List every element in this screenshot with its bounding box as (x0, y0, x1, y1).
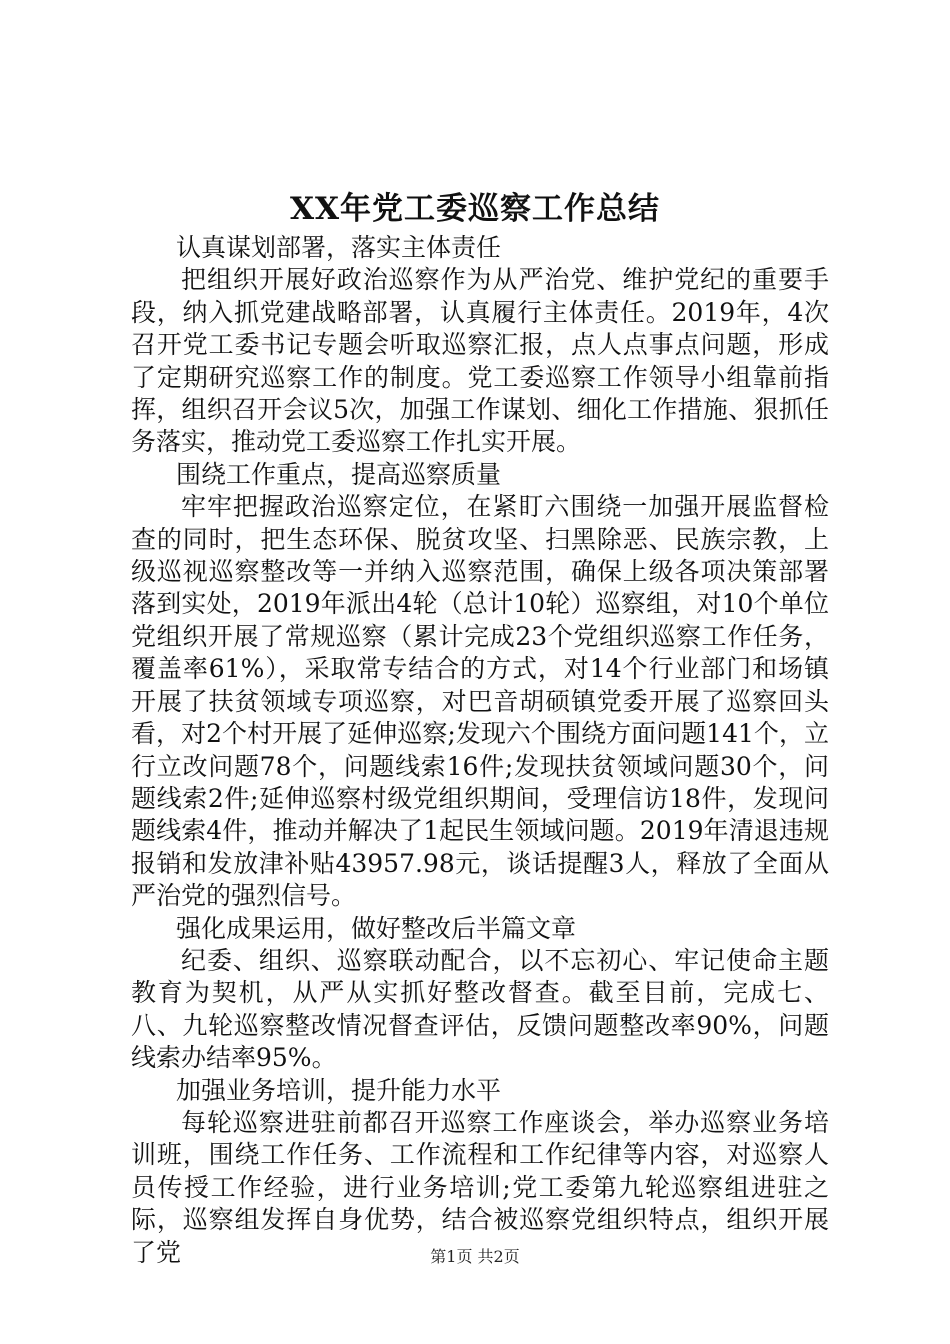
body-paragraph: 每轮巡察进驻前都召开巡察工作座谈会，举办巡察业务培训班，围绕工作任务、工作流程和工作纪律等内容，对巡察人员传授工作经验，进行业务培训;党工委第九轮巡察组进驻之际，巡察组发挥自身优势，结合被巡察党组织特点，组织开展了党 (131, 1107, 829, 1267)
section-heading: 加强业务培训，提升能力水平 (176, 1075, 502, 1105)
document-body (131, 232, 829, 1269)
body-paragraph: 把组织开展好政治巡察作为从严治党、维护党纪的重要手段，纳入抓党建战略部署，认真履行主体责任。2019年，4次召开党工委书记专题会听取巡察汇报，点人点事点问题，形成了定期研究巡察工作的制度。党工委巡察工作领导小组靠前指挥，组织召开会议5次，加强工作谋划、细化工作措施、狠抓任务落实，推动党工委巡察工作扎实开展。 (131, 265, 829, 457)
section-heading: 强化成果运用，做好整改后半篇文章 (176, 913, 577, 943)
section-heading: 认真谋划部署，落实主体责任 (176, 233, 502, 262)
body-paragraph: 纪委、组织、巡察联动配合，以不忘初心、牢记使命主题教育为契机，从严从实抓好整改督查。截至目前，完成七、八、九轮巡察整改情况督查评估，反馈问题整改率90%，问题线索办结率95%。 (131, 945, 829, 1073)
page-footer: 第1页 共2页 (430, 1247, 520, 1266)
section-heading: 围绕工作重点，提高巡察质量 (176, 459, 502, 489)
body-paragraph: 牢牢把握政治巡察定位，在紧盯六围绕一加强开展监督检查的同时，把生态环保、脱贫攻坚、扫黑除恶、民族宗教，上级巡视巡察整改等一并纳入巡察范围，确保上级各项决策部署落到实处，2019年派出4轮（总计10轮）巡察组，对10个单位党组织开展了常规巡察（累计完成23个党组织巡察工作任务，覆盖率61%），采取常专结合的方式，对14个行业部门和场镇开展了扶贫领域专项巡察，对巴音胡硕镇党委开展了巡察回头看，对2个村开展了延伸巡察;发现六个围绕方面问题141个，立行立改问题78个，问题线索16件;发现扶贫领域问题30个，问题线索2件;延伸巡察村级党组织期间，受理信访18件，发现问题线索4件，推动并解决了1起民生领域问题。2019年清退违规报销和发放津补贴43957.98元，谈话提醒3人，释放了全面从严治党的强烈信号。 (131, 492, 829, 911)
document-title: XX年党工委巡察工作总结 (289, 191, 661, 227)
